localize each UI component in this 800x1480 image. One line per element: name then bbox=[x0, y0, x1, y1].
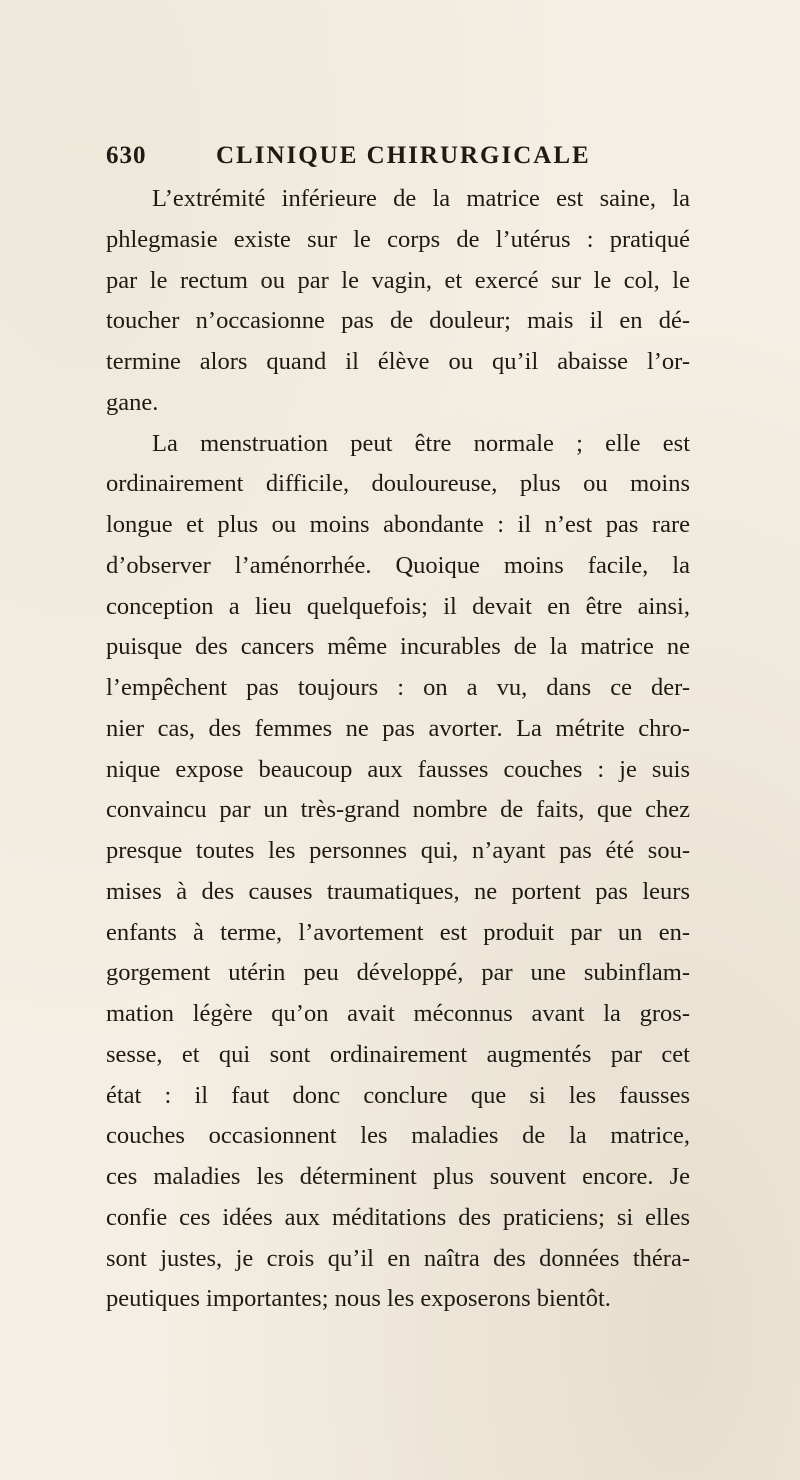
text-line: conception a lieu quelquefois; il devait en être ainsi, bbox=[106, 592, 690, 620]
text-line: ces maladies les déterminent plus souvent encore. Je bbox=[106, 1163, 690, 1190]
text-line: peutiques importantes; nous les exposerons bientôt. bbox=[106, 1285, 611, 1313]
text-line: convaincu par un très-grand nombre de faits, que chez bbox=[106, 796, 690, 824]
text-line: termine alors quand il élève ou qu’il abaisse l’or- bbox=[106, 348, 690, 375]
text-line: sont justes, je crois qu’il en naîtra des données théra- bbox=[106, 1244, 690, 1272]
text-line: longue et plus ou moins abondante : il n’est pas rare bbox=[106, 511, 690, 538]
text-line: L’extrémité inférieure de la matrice est saine, la bbox=[152, 185, 690, 212]
text-line: toucher n’occasionne pas de douleur; mais il en dé- bbox=[106, 307, 690, 335]
body-text bbox=[106, 179, 690, 1320]
text-line: d’observer l’aménorrhée. Quoique moins facile, la bbox=[106, 551, 690, 579]
text-line: puisque des cancers même incurables de la matrice ne bbox=[106, 633, 690, 661]
text-line: sesse, et qui sont ordinairement augmentés par cet bbox=[106, 1040, 690, 1068]
text-line: l’empêchent pas toujours : on a vu, dans ce der- bbox=[106, 674, 690, 701]
text-line: mation légère qu’on avait méconnus avant la gros- bbox=[106, 1000, 690, 1027]
text-line: état : il faut donc conclure que si les fausses bbox=[106, 1081, 690, 1109]
text-line: La menstruation peut être normale ; elle est bbox=[152, 429, 690, 457]
text-line: gorgement utérin peu développé, par une subinflam- bbox=[106, 959, 690, 987]
text-line: nique expose beaucoup aux fausses couches : je suis bbox=[106, 755, 690, 783]
text-line: par le rectum ou par le vagin, et exercé sur le col, le bbox=[106, 266, 690, 294]
text-line: mises à des causes traumatiques, ne portent pas leurs bbox=[106, 877, 690, 905]
text-line: presque toutes les personnes qui, n’ayant pas été sou- bbox=[106, 837, 690, 864]
text-line: phlegmasie existe sur le corps de l’utérus : pratiqué bbox=[106, 225, 690, 253]
page-number: 630 bbox=[106, 142, 147, 169]
text-line: ordinairement difficile, douloureuse, plus ou moins bbox=[106, 470, 690, 498]
text-line: nier cas, des femmes ne pas avorter. La métrite chro- bbox=[106, 714, 690, 742]
page-header bbox=[106, 142, 680, 182]
text-line: confie ces idées aux méditations des praticiens; si elles bbox=[106, 1203, 690, 1231]
running-head: CLINIQUE CHIRURGICALE bbox=[216, 142, 591, 169]
text-line: couches occasionnent les maladies de la matrice, bbox=[106, 1122, 690, 1150]
text-line: gane. bbox=[106, 388, 159, 416]
text-line: enfants à terme, l’avortement est produit par un en- bbox=[106, 918, 690, 946]
